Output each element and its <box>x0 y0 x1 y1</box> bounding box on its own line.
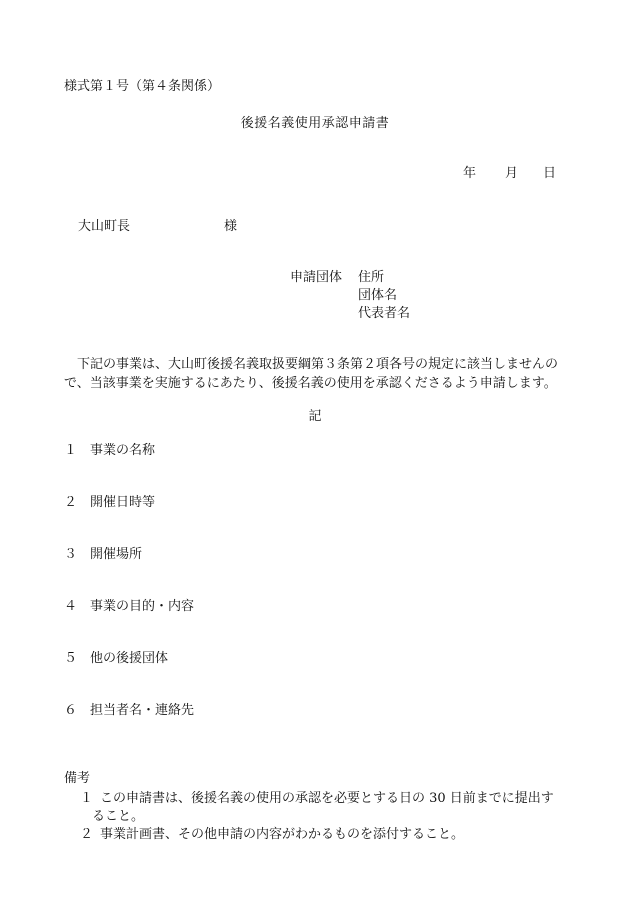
item-purpose-content <box>64 600 194 613</box>
note-text-continuation: ること。 <box>92 809 145 824</box>
item-number: ４ <box>64 599 78 614</box>
document-title: 後援名義使用承認申請書 <box>240 116 390 131</box>
item-number: ３ <box>64 547 78 562</box>
recipient-honorific: 様 <box>224 219 238 234</box>
note-number: １ <box>80 791 94 806</box>
notes-title: 備考 <box>64 771 91 786</box>
item-venue <box>64 548 142 561</box>
applicant-representative-label: 代表者名 <box>358 306 411 321</box>
note-text: 事業計画書、その他申請の内容がわかるものを添付すること。 <box>100 827 465 842</box>
applicant-org-name-label: 団体名 <box>358 288 398 303</box>
item-label: 事業の名称 <box>90 443 156 458</box>
note-item <box>80 826 590 844</box>
item-label: 他の後援団体 <box>90 651 169 666</box>
date-day-label: 日 <box>543 166 557 181</box>
form-number: 様式第１号（第４条関係） <box>64 79 221 94</box>
item-other-sponsors <box>64 652 168 665</box>
note-line <box>80 826 590 844</box>
note-text: この申請書は、後援名義の使用の承認を必要とする日の 30 日前までに提出す <box>100 791 554 806</box>
note-item <box>80 790 590 826</box>
applicant-address-label: 住所 <box>358 270 385 285</box>
request-statement-line-1: 下記の事業は、大山町後援名義取扱要綱第３条第２項各号の規定に該当しませんの <box>77 357 559 372</box>
date-year-label: 年 <box>463 166 477 181</box>
item-label: 事業の目的・内容 <box>90 599 195 614</box>
item-event-name <box>64 444 155 457</box>
item-label: 担当者名・連絡先 <box>90 703 195 718</box>
item-label: 開催日時等 <box>90 495 156 510</box>
applicant-label: 申請団体 <box>290 270 343 285</box>
request-statement-line-2: で、当該事業を実施するにあたり、後援名義の使用を承認くださるよう申請します。 <box>64 376 557 391</box>
item-label: 開催場所 <box>90 547 143 562</box>
request-statement <box>64 355 584 393</box>
note-line <box>80 790 590 808</box>
item-number: ５ <box>64 651 78 666</box>
date-month-label: 月 <box>505 166 519 181</box>
ki-heading: 記 <box>308 409 322 424</box>
item-contact-person <box>64 704 194 717</box>
item-number: ６ <box>64 703 78 718</box>
item-event-datetime <box>64 496 155 509</box>
note-number: ２ <box>80 827 94 842</box>
item-number: １ <box>64 443 78 458</box>
recipient-name: 大山町長 <box>78 219 131 234</box>
item-number: ２ <box>64 495 78 510</box>
